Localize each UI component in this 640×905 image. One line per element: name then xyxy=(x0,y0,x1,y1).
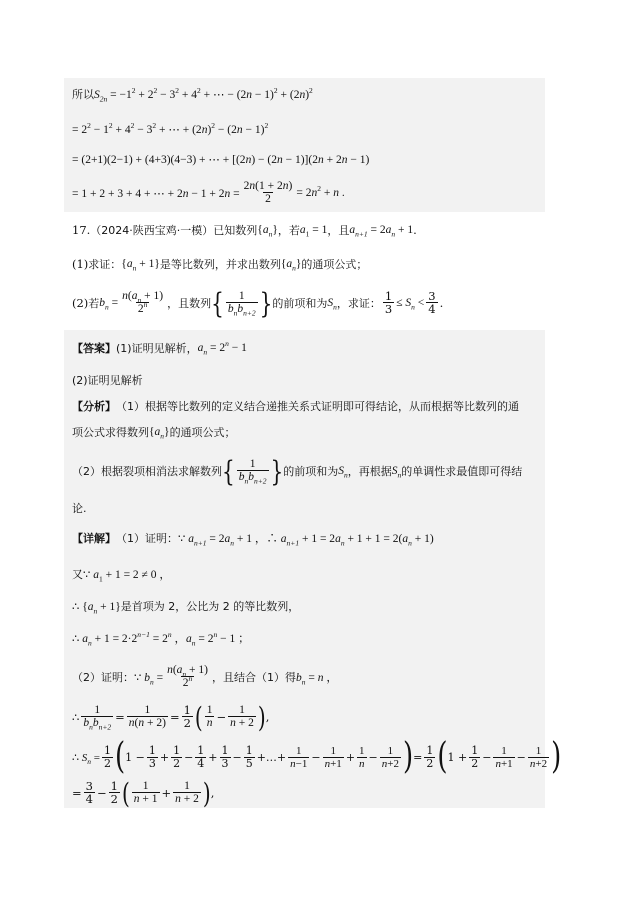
detail-line-2: 又 ∵ $a_1 + 1 = 2 \ne 0$ ， xyxy=(72,568,171,584)
detail-line-1: 【详解】 （1）证明： ∵ $a_{n+1} = 2a_n + 1$ ，∴ $a_{n+1} + 1 = 2a_n + 1 + 1 = 2(a_n + 1)$ xyxy=(72,532,434,548)
answer-line-1: 【答案】 (1)证明见解析， $a_n = 2^n - 1$ xyxy=(72,339,247,357)
top-line-1: 所以 $S_{2n} = -1^2 + 2^2 - 3^2 + 4^2$ + ⋯ − $(2n - 1)^2 + (2n)^2$ xyxy=(72,86,313,104)
detail-line-6: ∴ $\frac{1}{b_nb_{n+2}}$ = $\frac{1}{n(n + 2)}$ = $\frac{1}{2}$ ( $\frac{1}{n}$ − $\frac{1}{n + 2}$ ) , xyxy=(72,699,270,734)
analysis-line-2: 项公式求得数列 $\{a_n\}$ 的通项公式； xyxy=(72,426,236,441)
detail-line-4: ∴ $a_n + 1 = 2\cdot 2^{n-1} = 2^n$ ，$a_n = 2^n - 1$ ； xyxy=(72,630,250,648)
detail-line-8: = $\frac{3}{4}$ − $\frac{1}{2}$ ( $\frac{1}{n + 1}$ + $\frac{1}{n + 2}$ ) , xyxy=(72,775,215,810)
problem-stem: 17. （2024·陕西宝鸡·一模） 已知数列 $\{a_n\}$ ，若 $a_1 = 1$ ，且 $a_{n+1} = 2a_n + 1$ . xyxy=(72,223,417,239)
top-line-2: = $2^2 - 1^2 + 4^2 - 3^2$ + ⋯ + $(2n)^2 - (2n - 1)^2$ xyxy=(72,121,269,136)
s2n-expression: $S_{2n} = -1^2 + 2^2 - 3^2 + 4^2$ + ⋯ − $(2n - 1)^2 + (2n)^2$ xyxy=(94,86,313,104)
analysis-line-3: （2）根据裂项相消法求解数列 { $\frac{1}{b_nb_{n+2}}$ } 的前项和为 $S_n$ ，再根据 $S_n$ 的单调性求最值即可得结 xyxy=(72,453,523,488)
detail-line-7: ∴ $S_n$ = $\frac{1}{2}$ ( 1 − $\frac{1}{3}$ + $\frac{1}{2}$ − $\frac{1}{4}$ + $\frac{1}{3}$ − $\frac{1}{5}$ +…+ $\frac{1}{n-1}$ − $\frac{1}{n+1}$ + $\frac{1}{n}$ − $\frac{1}{n+2}$ ) = $\frac{1}{2}$ ( 1 + $\frac{1}{2}$ − $\frac{1}{n+1}$ − $\frac{1}{n+2}$ ) xyxy=(72,736,562,778)
detail-line-5: （2）证明： ∵ $b_n$ = $\frac{n(a_n + 1)}{2^n}$ ，且结合（1）得 $b_n = n$ ， xyxy=(72,664,338,689)
answer-line-2: (2)证明见解析 xyxy=(72,374,143,387)
problem-part-1: (1) 求证： $\{a_n + 1\}$ 是等比数列，并求出数列 $\{a_n\}$ 的通项公式； xyxy=(72,257,368,273)
detail-line-3: ∴ $\{a_n + 1\}$ 是首项为 2，公比为 2 的等比数列， xyxy=(72,600,300,616)
fraction-sum: $\frac{2n(1 + 2n)}{2}$ xyxy=(243,180,293,205)
top-line-3: = (2+1)(2−1) + (4+3)(4−3) + ⋯ + [(2n) − (2n − 1)](2n + 2n − 1) xyxy=(72,154,370,166)
analysis-line-1: 【分析】 （1）根据等比数列的定义结合递推关系式证明即可得结论，从而根据等比数列的通 xyxy=(72,400,519,413)
problem-part-2: (2) 若 $b_n$ = $\frac{n(a_n + 1)}{2^n}$ ，且数列 { $\frac{1}{b_nb_{n+2}}$ } 的前项和为 $S_n$ ，求证： $\frac{1}{3}$ ≤ $S_n$ < $\frac{3}{4}$ . xyxy=(72,285,444,320)
top-line-4: = 1 + 2 + 3 + 4 + ⋯ + 2n − 1 + 2n = $\frac{2n(1 + 2n)}{2}$ = $2n^2 + n$ . xyxy=(72,180,345,205)
fraction-bn: $\frac{n(a_n + 1)}{2^n}$ xyxy=(122,290,164,315)
analysis-line-4: 论. xyxy=(72,502,87,515)
